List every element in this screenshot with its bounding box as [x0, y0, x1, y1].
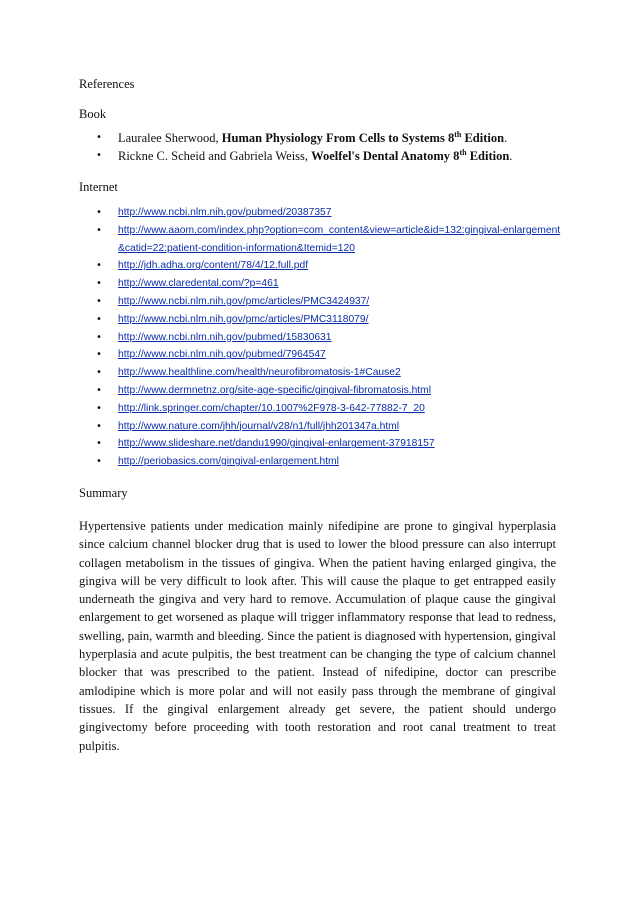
reference-link[interactable]: http://periobasics.com/gingival-enlargement.html [118, 456, 339, 468]
bullet-icon: • [96, 150, 102, 161]
internet-link-list [96, 204, 566, 471]
book-authors: Lauralee Sherwood, [118, 131, 219, 145]
book-item: • Rickne C. Scheid and Gabriela Weiss, Woelfel's Dental Anatomy 8th Edition. [96, 147, 513, 163]
reference-link[interactable]: http://www.ncbi.nlm.nih.gov/pubmed/15830631 [118, 331, 332, 343]
reference-link[interactable]: http://www.ncbi.nlm.nih.gov/pmc/articles/PMC3424937/ [118, 295, 370, 307]
book-title: Woelfel's Dental Anatomy 8th Edition [311, 147, 510, 163]
bullet-icon: • [96, 420, 102, 432]
book-heading: Book [79, 107, 107, 121]
book-title: Human Physiology From Cells to Systems 8th Edition [221, 129, 505, 145]
bullet-icon: • [96, 207, 102, 218]
link-item [96, 293, 566, 311]
bullet-icon: • [96, 384, 102, 396]
reference-link[interactable]: http://link.springer.com/chapter/10.1007%2F978-3-642-77882-7_20 [118, 402, 425, 414]
reference-link[interactable]: http://www.healthline.com/health/neurofibromatosis-1#Cause2 [118, 367, 401, 379]
bullet-icon: • [96, 456, 102, 468]
references-heading: References [79, 77, 135, 91]
bullet-icon: • [96, 438, 102, 450]
reference-link[interactable]: http://www.ncbi.nlm.nih.gov/pmc/articles/PMC3118079/ [118, 313, 369, 325]
link-item [96, 275, 566, 293]
summary-heading: Summary [79, 486, 128, 500]
bullet-icon: • [96, 132, 102, 143]
link-item [96, 204, 566, 222]
reference-link[interactable]: http://www.slideshare.net/dandu1990/gingival-enlargement-37918157 [118, 438, 435, 450]
link-item [96, 222, 566, 258]
reference-link[interactable]: http://www.nature.com/jhh/journal/v28/n1/full/jhh201347a.html [118, 420, 400, 432]
bullet-icon: • [96, 313, 102, 325]
bullet-icon: • [96, 349, 102, 361]
link-item [96, 453, 566, 471]
link-item [96, 346, 566, 364]
bullet-icon: • [96, 295, 102, 307]
reference-link[interactable]: http://jdh.adha.org/content/78/4/12.full.pdf [118, 260, 309, 272]
book-item: • Lauralee Sherwood, Human Physiology From Cells to Systems 8th Edition. [96, 129, 508, 145]
summary-paragraph: Hypertensive patients under medication mainly nifedipine are prone to gingival hyperplasia since calcium channel blocker drug that is used to lower the blood pressure can also interrupt collagen metabolism in the tissues of gingiva. When the patient having enlarged gingiva, the gingiva will be very difficult to look after. This will cause the plaque to get entrapped easily underneath the gingiva and very hard to remove. Accumulation of plaque cause the gingival enlargement to get worsened as plaque will trigger inflammatory response that lead to redness, swelling, pain, warmth and bleeding. Since the patient is diagnosed with hypertension, gingival hyperplasia and acute pulpitis, the best treatment can be changing the type of calcium channel blocker that was prescribed to the patient. Instead of nifedipine, doctor can prescribe amlodipine which is more polar and will not easily pass through the membrane of gingival tissues. If the gingival enlargement already get severe, the patient should undergo gingivectomy before proceeding with tooth restoration and root canal treatment to treat pulpitis. [79, 519, 556, 753]
link-item [96, 311, 566, 329]
reference-link[interactable]: http://www.claredental.com/?p=461 [118, 278, 279, 290]
link-item [96, 382, 566, 400]
link-item [96, 329, 566, 347]
reference-link[interactable]: http://www.ncbi.nlm.nih.gov/pubmed/20387357 [118, 207, 332, 218]
link-item [96, 435, 566, 453]
bullet-icon: • [96, 402, 102, 414]
book-list [96, 129, 512, 165]
reference-link[interactable]: http://www.dermnetnz.org/site-age-specific/gingival-fibromatosis.html [118, 384, 432, 396]
internet-heading: Internet [79, 180, 118, 194]
link-item [96, 257, 566, 275]
link-item [96, 400, 566, 418]
bullet-icon: • [96, 331, 102, 343]
link-item [96, 418, 566, 436]
bullet-icon: • [96, 260, 102, 272]
bullet-icon: • [96, 224, 102, 236]
bullet-icon: • [96, 278, 102, 290]
book-authors: Rickne C. Scheid and Gabriela Weiss, [118, 149, 309, 163]
bullet-icon: • [96, 367, 102, 379]
reference-link[interactable]: http://www.aaom.com/index.php?option=com_content&view=article&id=132:gingival-enlargement&catid=22:patient-condition-information&Itemid=120 [118, 224, 561, 254]
link-item [96, 364, 566, 382]
reference-link[interactable]: http://www.ncbi.nlm.nih.gov/pubmed/7964547 [118, 349, 326, 361]
